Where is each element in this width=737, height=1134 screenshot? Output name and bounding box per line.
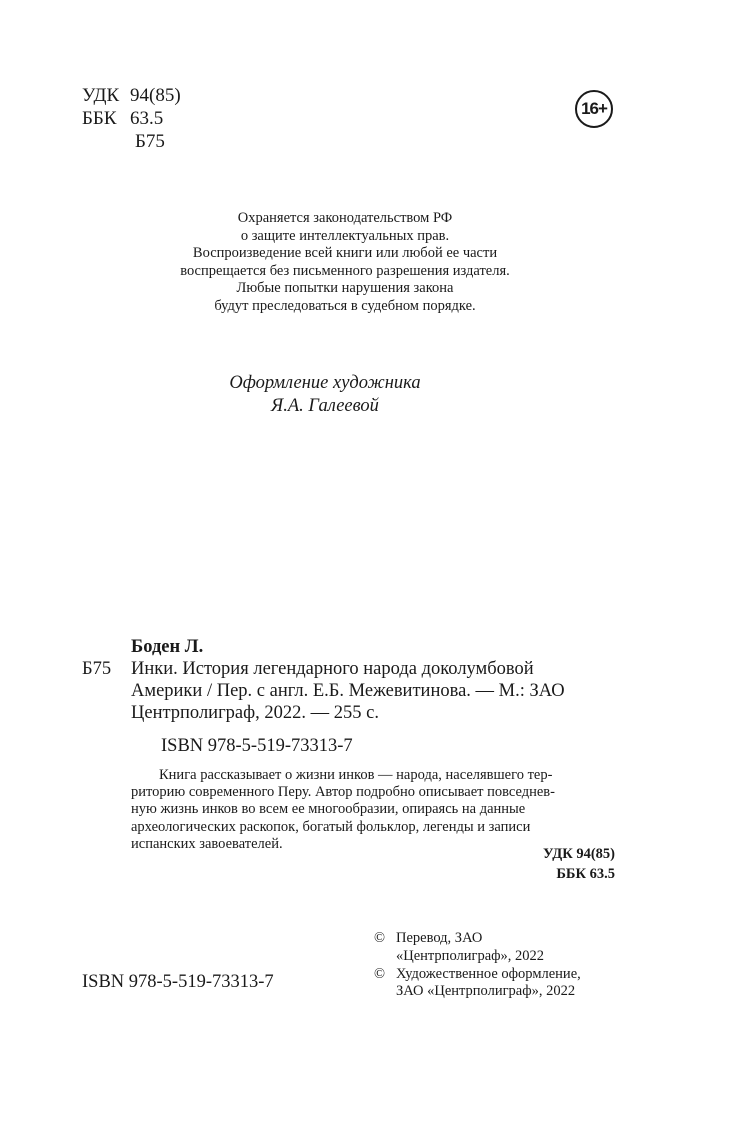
annotation-line: испанских завоевателей. — [131, 835, 283, 852]
udk-label: УДК — [82, 85, 120, 106]
design-credit-title: Оформление художника — [229, 373, 421, 393]
entry-isbn: ISBN 978-5-519-73313-7 — [161, 736, 353, 756]
entry-line: Америки / Пер. с англ. Е.Б. Межевитинова. — М.: ЗАО — [131, 681, 565, 701]
notice-line: о защите интеллектуальных прав. — [240, 227, 450, 244]
copyright-line: «Центрполиграф», 2022 — [396, 947, 545, 964]
copyright-notice — [100, 210, 590, 316]
annotation-udk: УДК 94(85) — [543, 846, 615, 862]
annotation-codes — [543, 844, 615, 884]
copyright-line: Художественное оформление, — [396, 965, 581, 982]
udk-value: 94(85) — [130, 85, 181, 106]
author-code: Б75 — [135, 131, 165, 152]
notice-line: Воспроизведение всей книги или любой ее части — [192, 245, 498, 262]
notice-line: будут преследоваться в судебном порядке. — [214, 297, 476, 314]
copyright-design — [374, 966, 581, 1002]
design-credit — [100, 372, 550, 418]
annotation-bbk: ББК 63.5 — [556, 866, 615, 882]
bbk-value: 63.5 — [130, 108, 164, 129]
bbk-label: ББК — [82, 108, 117, 129]
bbk-row — [82, 107, 181, 130]
bibliographic-entry — [82, 636, 622, 757]
design-credit-artist: Я.А. Галеевой — [271, 396, 379, 416]
udk-row — [82, 84, 181, 107]
copyright-translation — [374, 930, 581, 966]
copyright-line: Перевод, ЗАО — [396, 930, 483, 946]
age-rating-badge — [575, 90, 613, 128]
notice-line: воспрещается без письменного разрешения издателя. — [180, 262, 510, 279]
annotation-line: риторию современного Перу. Автор подробно описывает повседнев- — [131, 784, 555, 801]
copyright-lines — [374, 930, 581, 1001]
entry-title-line: Инки. История легендарного народа доколумбовой — [131, 659, 534, 679]
copyright-text — [396, 930, 544, 966]
classification-block — [82, 84, 181, 153]
entry-author-code: Б75 — [82, 659, 112, 679]
annotation-line: ную жизнь инков во всем ее многообразии, опираясь на данные — [131, 801, 526, 818]
age-rating-text: 16+ — [581, 99, 607, 118]
isbn-bottom: ISBN 978-5-519-73313-7 — [82, 972, 274, 992]
annotation-line: археологических раскопок, богатый фольклор, легенды и записи — [131, 818, 531, 835]
copyright-text — [396, 966, 581, 1002]
entry-first-row — [82, 658, 622, 680]
annotation — [131, 767, 615, 853]
notice-line: Любые попытки нарушения закона — [236, 280, 454, 297]
author-name: Боден Л. — [131, 637, 204, 657]
entry-line: Центрполиграф, 2022. — 255 с. — [131, 703, 379, 723]
copyright-line: ЗАО «Центрполиграф», 2022 — [396, 983, 576, 1000]
copyright-icon: © — [374, 930, 386, 946]
notice-line: Охраняется законодательством РФ — [237, 210, 453, 226]
copyright-icon: © — [374, 965, 386, 982]
annotation-line: Книга рассказывает о жизни инков — народа, населявшего тер- — [159, 767, 553, 783]
